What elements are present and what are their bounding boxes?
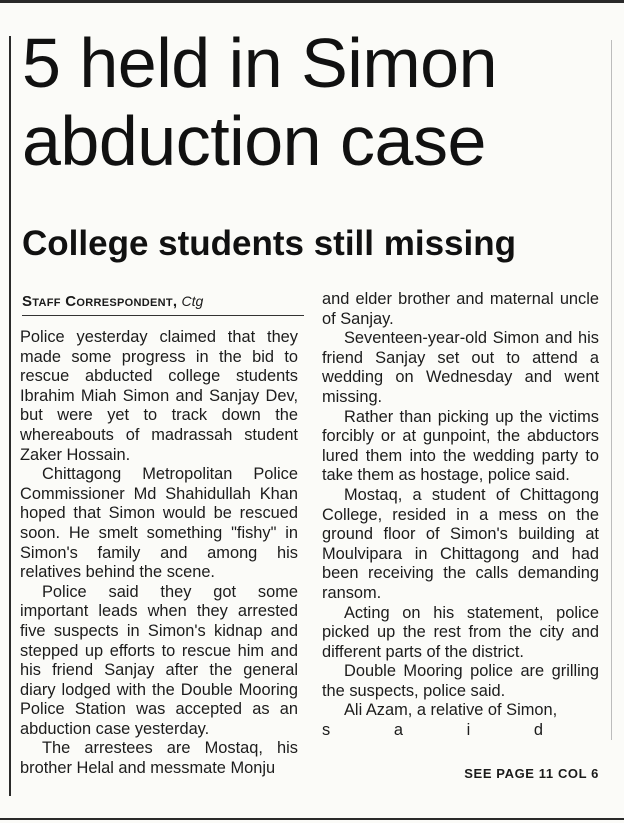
byline	[22, 290, 304, 313]
paragraph: Chittagong Metropolitan Police Commissioner Md Shahidullah Khan hoped that Simon would be rescued soon. He smelt something "fishy" in Simon's family and among his relatives behind the scene.	[20, 465, 298, 582]
paragraph: The arrestees are Mostaq, his brother Helal and messmate Monju	[20, 739, 298, 778]
article-column-1	[20, 328, 298, 779]
top-rule	[0, 0, 624, 3]
article-column-2	[322, 290, 599, 741]
paragraph: and elder brother and maternal uncle of Sanjay.	[322, 290, 599, 328]
justified-last-line	[322, 721, 599, 741]
bottom-rule	[0, 818, 624, 820]
paragraph: Police yesterday claimed that they made some progress in the bid to rescue abducted college students Ibrahim Miah Simon and Sanjay Dev, but were yet to track down the whereabouts of madrassah student Zaker Hossain.	[20, 328, 298, 464]
paragraph: Seventeen-year-old Simon and his friend Sanjay set out to attend a wedding on Wednesday and went missing.	[322, 329, 599, 406]
letter: d	[533, 721, 543, 740]
headline	[22, 24, 612, 180]
byline-name: Staff Correspondent,	[22, 293, 178, 310]
letter: a	[393, 721, 403, 740]
byline-rule	[22, 315, 304, 316]
subheadline: College students still missing	[22, 224, 516, 263]
paragraph: Double Mooring police are grilling the suspects, police said.	[322, 662, 599, 700]
paragraph: Police said they got some important leads when they arrested five suspects in Simon's kidnap and stepped up efforts to rescue him and his friend Sanjay after the general diary lodged with the Double Mooring Police Station was accepted as an abduction case yesterday.	[20, 582, 298, 738]
paragraph: Rather than picking up the victims forcibly or at gunpoint, the abductors lured them into the wedding party to take them as hostage, police said.	[322, 407, 599, 485]
continuation-jump-line: SEE PAGE 11 COL 6	[464, 766, 599, 781]
paragraph: Mostaq, a student of Chittagong College, resided in a mess on the ground floor of Simon's building at Moulvipara in Chittagong and had been receiving the calls demanding ransom.	[322, 485, 599, 602]
letter: i	[466, 721, 471, 740]
headline-line-2: abduction case	[22, 102, 486, 180]
paragraph: Acting on his statement, police picked up the rest from the city and different parts of the district.	[322, 603, 599, 661]
byline-location: Ctg	[181, 293, 204, 309]
left-column-rule	[9, 36, 11, 796]
headline-line-1: 5 held in Simon	[22, 24, 498, 102]
letter: s	[322, 721, 331, 740]
paragraph: Ali Azam, a relative of Simon,	[344, 701, 558, 720]
